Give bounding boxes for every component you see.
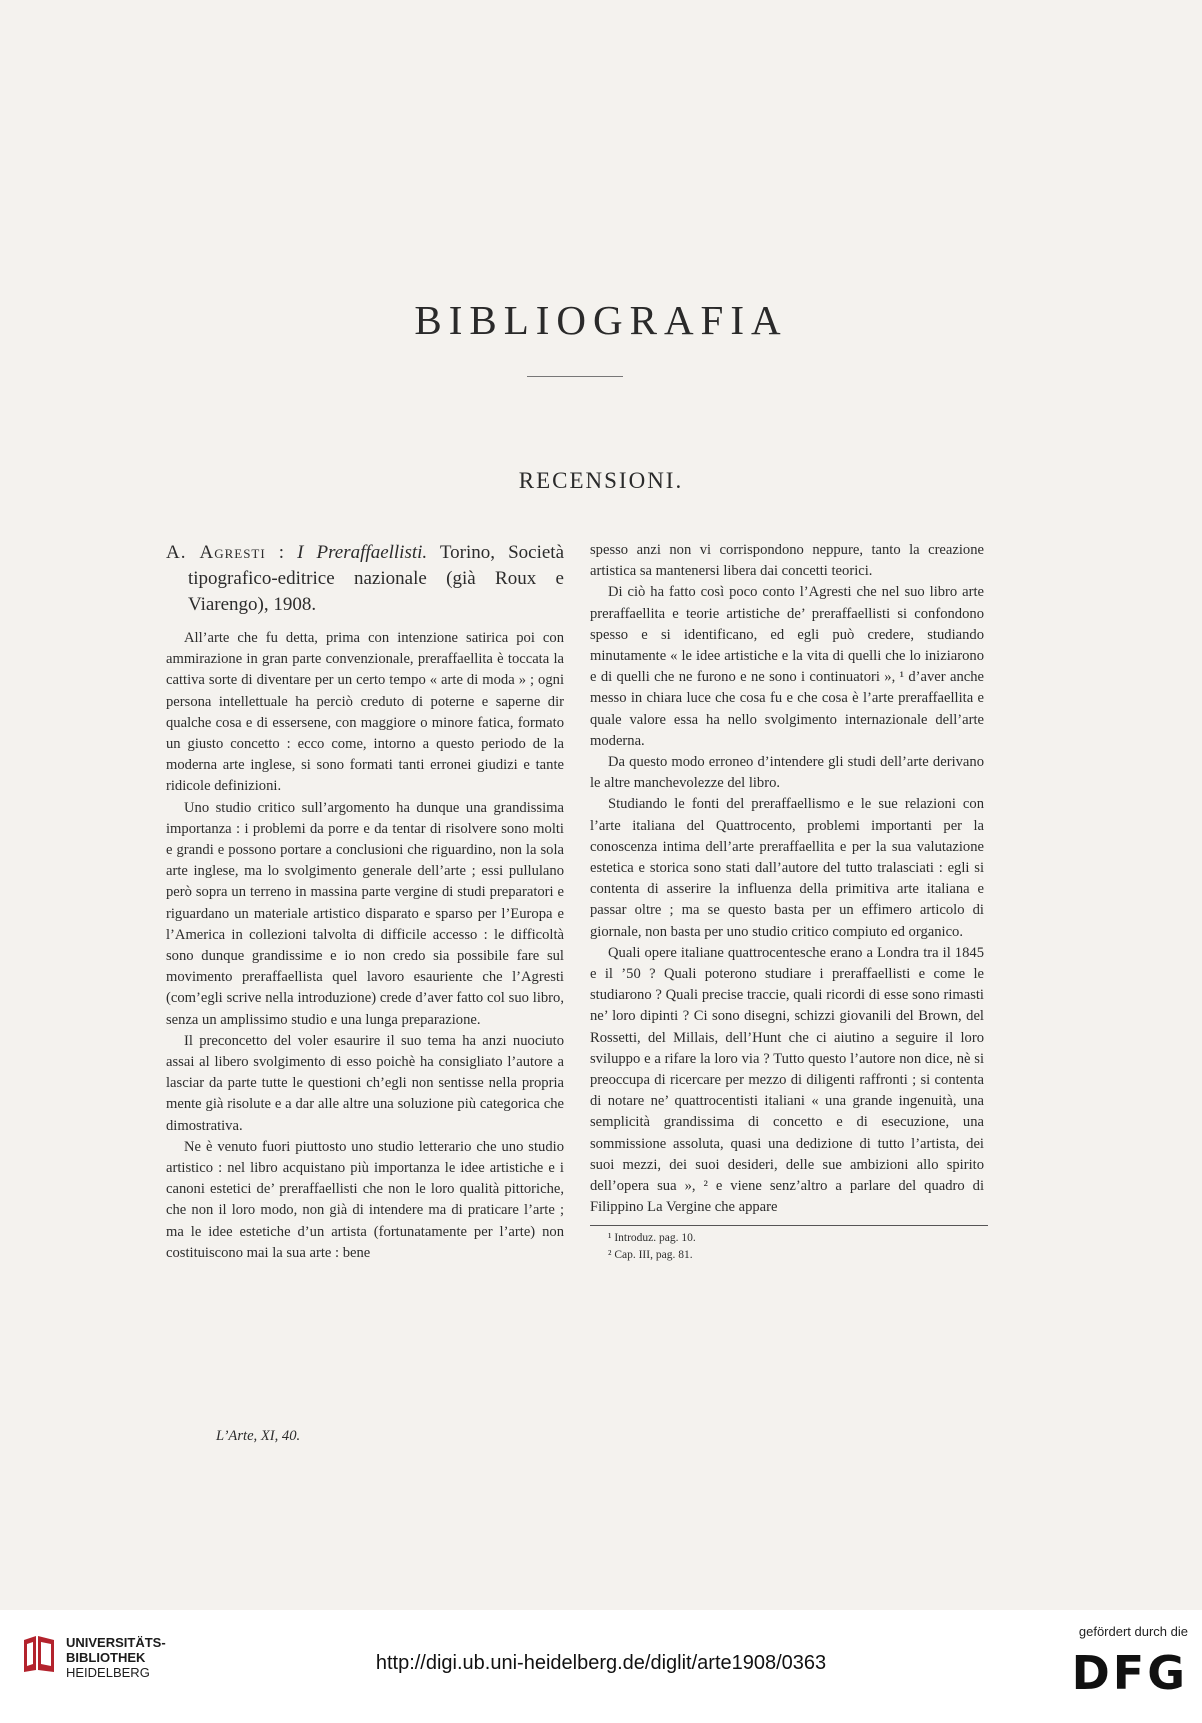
page-title: BIBLIOGRAFIA xyxy=(414,297,788,343)
library-name: UNIVERSITÄTS- BIBLIOTHEK HEIDELBERG xyxy=(66,1635,166,1680)
paragraph: Il preconcetto del voler esaurire il suo tema ha anzi nuociuto assai al libero svolgimento di esso poichè ha consigliato l’autore a lasciar da parte tutte le questioni ch’egli non sentisse nella propria mente già risolute e a dar alle altre una soluzione più categorica che dimostrativa. xyxy=(166,1032,564,1134)
footnotes xyxy=(590,1225,988,1264)
paragraph: Di ciò ha fatto così poco conto l’Agresti che nel suo libro arte preraffaellita e teorie artistiche de’ preraffaellisti si confondono spesso e si identificano, ed egli può credere, studiando minutamente « le idee artistiche e la vita di quelli che lo iniziarono e di quelli che ne furono e ne sono i continuatori », ¹ d’aver anche messo in chiara luce che cosa fu e che cosa è l’arte preraffaellita e quale valore essa ha nello svolgimento internazionale dell’arte moderna. xyxy=(590,584,984,749)
footnote: ¹ Introduz. pag. 10. xyxy=(608,1231,696,1244)
paragraph: spesso anzi non vi corrispondono neppure, tanto la creazione artistica sa mantenersi libera dai concetti teorici. xyxy=(590,542,984,580)
paragraph: Quali opere italiane quattrocentesche erano a Londra tra il 1845 e il ’50 ? Quali poterono studiare i preraffaellisti e come le studiarono ? Quali precise traccie, quali ricordi di esse sono rimasti ne’ loro dipinti ? Ci sono disegni, schizzi giovanili del Brown, del Rossetti, del Millais, dell’Hunt che ci aiutino a seguire il loro sviluppo e a rifare la loro via ? Tutto questo l’autore non dice, nè si preoccupa di ricercare per mezzo di diligenti raffronti ; si contenta di notare ne’ quattrocentisti italiani « una grande ingenuità, una semplicità grandissima di concetto e di esecuzione, una sommissione assoluta, quasi una dedizione di tutto l’artista, dei suoi mezzi, dei suoi desideri, delle sue ambizioni allo spirito dell’opera sua », ² e viene senz’altro a parlare del quadro di Filippino La Vergine che appare xyxy=(590,944,984,1216)
review-publisher: Torino, Società tipografico-editrice nazionale (già Roux e Viarengo), 1908. xyxy=(188,542,565,615)
review-book-title: I Preraffaellisti. xyxy=(297,542,428,563)
paragraph: Da questo modo erroneo d’intendere gli studi dell’arte derivano le altre manchevolezze del libro. xyxy=(590,754,984,792)
right-column xyxy=(590,540,984,1264)
review-separator: : xyxy=(265,542,298,563)
source-url-link[interactable]: http://digi.ub.uni-heidelberg.de/diglit/arte1908/0363 xyxy=(375,1652,827,1674)
paragraph: Studiando le fonti del preraffaellismo e le sue relazioni con l’arte italiana del Quattrocento, problemi importanti per la conoscenza intima dell’arte preraffaellita e per la sua valutazione estetica e storica sono stati dall’autore del tutto tralasciati : egli si contenta di asserire la influenza della primitiva arte italiana e passar oltre ; ma se questo basta per un effimero articolo di giornale, non basta per uno studio critico compiuto ed organico. xyxy=(590,796,984,940)
paragraph: Uno studio critico sull’argomento ha dunque una grandissima importanza : i problemi da porre e da tentar di risolvere sono molti e grandi e possono portare a conclusioni che riguardino, non la sola arte inglese, ma lo svolgimento generale dell’arte ; essi pullulano però sopra un terreno in massina parte vergine di studi preparatori e riguardano un materiale artistico disparato e sparso per l’Europa e l’America in collezioni talvolta di difficile accesso : le difficoltà sono dunque grandissime e io non credo sia possibile fare sul movimento preraffaellista quel lavoro esauriente che l’Agresti (com’egli scrive nella introduzione) crede d’aver fatto col suo libro, senza un amplissimo studio e una lunga preparazione. xyxy=(166,799,564,1028)
paragraph: All’arte che fu detta, prima con intenzione satirica poi con ammirazione in gran parte convenzionale, preraffaellita è toccata la cattiva sorte di diventare per un certo tempo « arte di moda » ; ogni persona intellettuale ha perciò creduto di poterne e saperne dir qualche cosa e di essersene, con maggiore o minore fatica, formato un giusto concetto : ecco come, intorno a questo periodo de la moderna arte inglese, si sono formati tanti erronei giudizi e tante ridicole definizioni. xyxy=(166,630,564,795)
left-column xyxy=(166,540,564,1264)
running-footer: L’Arte, XI, 40. xyxy=(216,1428,301,1444)
dfg-logo: DFG xyxy=(1071,1646,1188,1700)
section-title: RECENSIONI. xyxy=(518,468,684,493)
review-heading xyxy=(166,540,564,618)
paragraph: Ne è venuto fuori piuttosto uno studio letterario che uno studio artistico : nel libro acquistano più importanza le idee artistiche e i canoni estetici de’ preraffaellisti che non le loro qualità pittoriche, che non il loro modo, non già di intendere ma di praticare l’arte ; ma le idee estetiche d’un artista (fortunatamente per l’arte) non costituiscono mai la sua arte : bene xyxy=(166,1138,564,1261)
title-rule xyxy=(527,376,623,377)
funded-by-label: gefördert durch die xyxy=(1078,1624,1188,1639)
review-author: A. Agresti xyxy=(166,542,266,563)
footnote: ² Cap. III, pag. 81. xyxy=(608,1248,693,1261)
